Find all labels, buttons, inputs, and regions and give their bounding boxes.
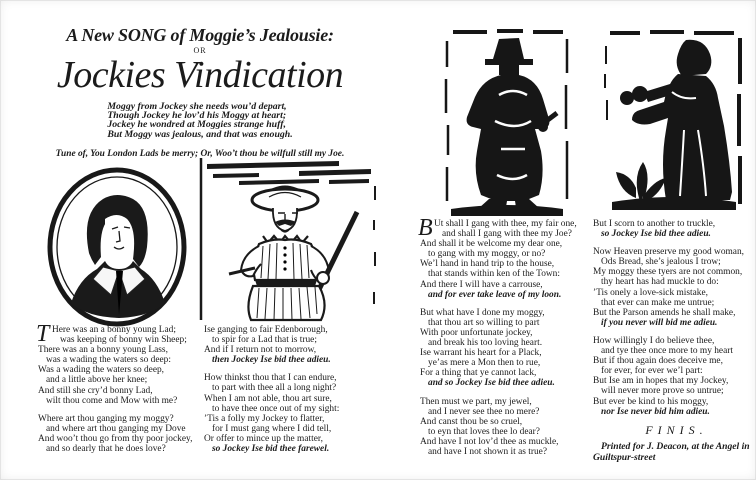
verse-line: But I scorn to another to truckle, [593, 219, 716, 229]
verse-line: and so Jockey Ise bid thee adieu. [428, 378, 555, 389]
verse-line: and for ever take leave of my loon. [428, 289, 562, 300]
verse-line: But ever be kind to his moggy, [593, 396, 709, 407]
verse-line: But if thou again does deceive me, [593, 356, 723, 367]
verse-line: Then must we part, my jewel, [420, 396, 532, 407]
verse-column-3 [418, 215, 596, 465]
verse-line: to have thee once out of my sight: [212, 403, 340, 414]
verse-line: And have I not lov’d thee as muckle, [420, 436, 559, 447]
verse-line: and I never see thee no mere? [428, 406, 540, 417]
woodcut-man-with-staff [199, 156, 378, 322]
or-label: OR [193, 46, 207, 55]
verse-column-4-stanzas [593, 219, 756, 417]
verse-line: nor Ise never bid him adieu. [601, 406, 710, 417]
verse-line: so Jockey Ise bid thee adieu. [601, 229, 711, 240]
verse-line: then Jockey Ise bid thee adieu. [212, 355, 331, 366]
verse-line: to spir for a Lad that is true; [212, 335, 317, 346]
stanza [420, 308, 596, 389]
verse-line: When I am not able, thou art sure, [204, 393, 332, 404]
verse-line: Moggy from Jockey she needs wou’d depart, [107, 101, 287, 112]
drop-cap: T [36, 321, 50, 347]
verse-line: But what have I done my moggy, [420, 307, 545, 318]
main-title: Jockies Vindication [56, 54, 344, 96]
verse-line: for I must gang where I did tell, [212, 423, 332, 434]
verse-line: and have I not shown it as true? [428, 446, 547, 457]
woman-silhouette-illustration [602, 30, 745, 212]
verse-line: and so dearly that he does love? [46, 444, 166, 455]
stanza [36, 321, 204, 406]
stanza [38, 414, 204, 454]
man-with-staff-illustration [199, 156, 378, 322]
verse-line: But the Parson amends he shall make, [593, 307, 736, 318]
verse-line: How willingly I do believe thee, [593, 335, 715, 346]
verse-line: was keeping of bonny win Sheep; [60, 335, 187, 346]
verse-line: Now Heaven preserve my good woman, [593, 247, 744, 258]
verse-line: There was an a bonny young Lass, [38, 345, 168, 356]
verse-line: and tye thee once more to my heart [601, 346, 733, 357]
verse-line: With poor unfortunate jockey, [420, 327, 533, 338]
verse-line: ’Tis a folly my Jockey to flatter, [204, 413, 325, 424]
verse-column-4 [593, 219, 756, 464]
verse-line: that ever can make me untrue; [601, 297, 715, 308]
verse-column-2 [204, 325, 378, 462]
verse-line: to part with thee all a long night? [212, 383, 337, 394]
verse-line: will never more prove so untrue; [601, 386, 724, 397]
verse-column-1 [36, 321, 204, 462]
epigraph [107, 102, 292, 139]
verse-line: Was a wading the waters so deep, [38, 365, 165, 376]
verse-line: Ise warrant his heart for a Plack, [420, 348, 542, 359]
imprint [593, 441, 756, 464]
verse-line: Where art thou ganging my moggy? [38, 413, 174, 424]
tune-line: Tune of, You London Lads be merry; Or, Woo’t thou be wilfull still my Joe. [55, 148, 345, 159]
verse-line: and break his too loving heart. [428, 338, 543, 349]
verse-line: so Jockey Ise bid thee farewel. [212, 444, 330, 455]
verse-line: for ever, for ever we’l part: [601, 366, 703, 377]
verse-line: to gang with my moggy, or no? [428, 249, 546, 260]
verse-line: Ods Bread, she’s jealous I trow; [601, 257, 721, 268]
verse-line: But Ise am in hopes that my Jockey, [593, 376, 729, 387]
verse-line: And shall it be welcome my dear one, [420, 239, 563, 250]
verse-line: Though Jockey he lov’d his Moggy at heart; [107, 110, 287, 122]
verse-line: that stands within ken of the Town: [428, 269, 560, 280]
verse-line: Jockey he wondred at Moggies strange huff, [107, 119, 286, 131]
verse-line: Here was an a bonny young Lad; [52, 325, 176, 335]
oval-portrait-illustration [45, 167, 193, 330]
stanza [420, 397, 596, 458]
title-line: A New SONG of Moggie’s Jealousie: [66, 25, 334, 45]
verse-line: Or offer to mince up the matter, [204, 433, 323, 444]
verse-line: to eyn that loves thee lo dear? [428, 426, 540, 437]
verse-line: thy heart has had muckle to do: [601, 277, 719, 288]
verse-line: And still she cry’d bonny Lad, [38, 385, 153, 396]
finis-label: F I N I S . [645, 422, 704, 437]
verse-line: And there I will have a carrouse, [420, 279, 543, 290]
stanza [593, 336, 756, 417]
verse-line: that thou art so willing to part [428, 317, 540, 328]
stanza [418, 215, 596, 300]
verse-line: ’Tis onely a love-sick mistake, [593, 287, 709, 298]
verse-line: wilt thou come and Mow with me? [46, 395, 178, 406]
stanza [204, 325, 378, 365]
drop-cap: B [418, 215, 433, 241]
verse-line: How thinkst thou that I can endure, [204, 373, 337, 384]
verse-line: Ut shall I gang with thee, my fair one, [434, 219, 577, 229]
verse-line: And if I return not to morrow, [204, 345, 317, 356]
verse-line: and a little above her knee; [46, 375, 148, 386]
stanza [204, 373, 378, 454]
verse-line: My moggy these tyers are not common, [593, 267, 743, 278]
verse-line: Ise ganging to fair Edenborough, [204, 325, 328, 335]
verse-line: and where art thou ganging my Dove [46, 423, 186, 434]
verse-line: Guiltspur-street [593, 452, 656, 464]
verse-line: We’l hand in hand trip to the house, [420, 259, 555, 270]
verse-line: Printed for J. Deacon, at the Angel in [601, 440, 750, 452]
verse-line: if you never will bid me adieu. [601, 317, 718, 328]
verse-line: ye’as mere a Mon then to rue, [428, 358, 541, 369]
verse-line: and shall I gang with thee my Joe? [442, 229, 572, 240]
verse-line: And woo’t thou go from thy poor jockey, [38, 433, 193, 444]
stanza [593, 247, 756, 328]
verse-line: But Moggy was jealous, and that was enough. [107, 128, 293, 140]
verse-line: And canst thou be so cruel, [420, 416, 523, 427]
verse-line: was a wading the waters so deep: [46, 355, 171, 366]
man-silhouette-illustration [443, 29, 571, 218]
stanza [593, 219, 756, 239]
woodcut-woman-silhouette [602, 30, 745, 212]
woodcut-man-silhouette [443, 29, 571, 218]
verse-line: For a thing that ye cannot lack, [420, 368, 537, 379]
left-page-header [28, 25, 372, 159]
woodcut-oval-portrait-woman [45, 167, 193, 330]
